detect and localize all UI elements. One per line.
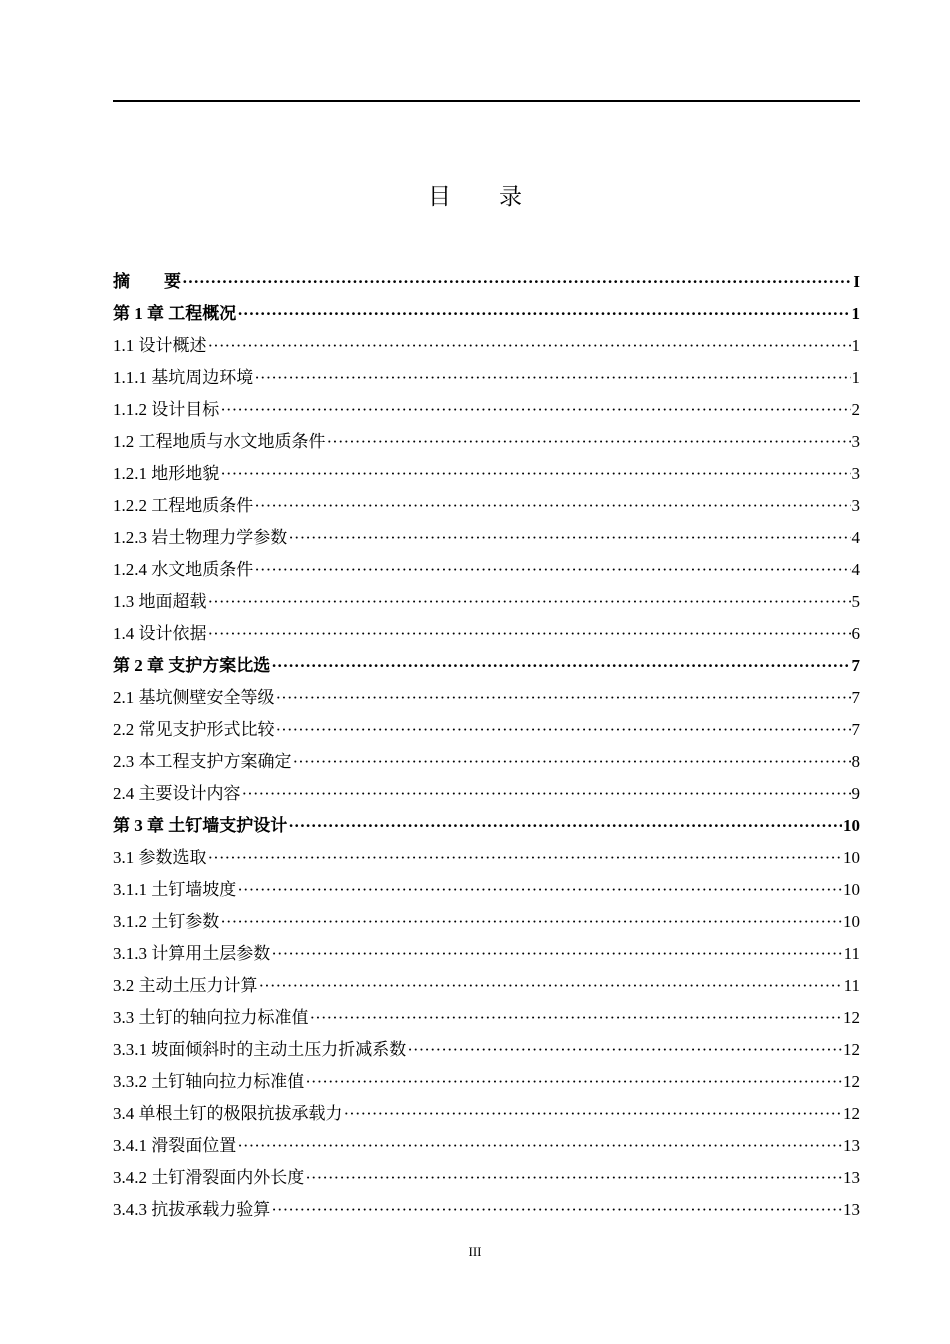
toc-entry-page: 1 [851, 368, 860, 387]
toc-entry-page: 1 [851, 336, 860, 355]
toc-entry-page: 8 [851, 752, 860, 771]
toc-entry-label: 2.3 本工程支护方案确定 [113, 752, 292, 771]
toc-entry-page: 12 [843, 1008, 860, 1027]
toc-leader-dots [242, 778, 851, 810]
toc-leader-dots [254, 490, 850, 522]
toc-entry-label: 1.2.3 岩土物理力学参数 [113, 528, 288, 547]
toc-entry-label: 3.1.1 土钉墙坡度 [113, 880, 237, 899]
toc-entry-label: 第 2 章 支护方案比选 [113, 656, 271, 675]
toc-entry-label: 1.1.1 基坑周边环境 [113, 368, 254, 387]
toc-entry-label: 1.4 设计依据 [113, 624, 207, 643]
toc-entry-page: I [853, 272, 860, 291]
toc-leader-dots [259, 970, 843, 1002]
toc-entry-label: 3.1 参数选取 [113, 848, 207, 867]
toc-entry-label: 3.1.3 计算用土层参数 [113, 944, 271, 963]
toc-entry-page: 12 [843, 1104, 860, 1123]
toc-entry[interactable] [113, 298, 860, 330]
toc-entry-label: 3.4.1 滑裂面位置 [113, 1136, 237, 1155]
toc-entry-page: 3 [851, 432, 860, 451]
toc-entry-page: 3 [851, 496, 860, 515]
toc-entry-label: 3.2 主动土压力计算 [113, 976, 258, 995]
toc-entry-page: 4 [851, 560, 860, 579]
toc-leader-dots [271, 1194, 842, 1226]
toc-entry-label: 2.2 常见支护形式比较 [113, 720, 275, 739]
toc-entry-page: 4 [851, 528, 860, 547]
toc-entry-page: 2 [851, 400, 860, 419]
toc-leader-dots [407, 1034, 842, 1066]
toc-entry-label: 3.1.2 土钉参数 [113, 912, 220, 931]
toc-entry[interactable] [113, 746, 860, 778]
toc-entry[interactable] [113, 874, 860, 906]
toc-entry-label: 摘 要 [113, 272, 181, 291]
toc-leader-dots [310, 1002, 843, 1034]
toc-leader-dots [237, 298, 850, 330]
toc-entry[interactable] [113, 1002, 860, 1034]
toc-entry[interactable] [113, 554, 860, 586]
toc-entry-page: 11 [843, 976, 860, 995]
toc-leader-dots [220, 394, 850, 426]
toc-leader-dots [271, 938, 842, 970]
toc-entry-label: 第 3 章 土钉墙支护设计 [113, 816, 288, 835]
toc-entry[interactable] [113, 362, 860, 394]
toc-entry[interactable] [113, 426, 860, 458]
toc-entry-page: 5 [851, 592, 860, 611]
toc-leader-dots [276, 682, 851, 714]
toc-entry-page: 11 [843, 944, 860, 963]
toc-entry[interactable] [113, 1130, 860, 1162]
toc-leader-dots [327, 426, 851, 458]
toc-entry-label: 3.3.1 坡面倾斜时的主动土压力折减系数 [113, 1040, 407, 1059]
toc-entry[interactable] [113, 714, 860, 746]
toc-entry[interactable] [113, 778, 860, 810]
toc-entry-page: 12 [843, 1072, 860, 1091]
toc-entry-label: 2.1 基坑侧壁安全等级 [113, 688, 275, 707]
title-char-1: 目 [428, 184, 451, 209]
toc-entry-label: 3.4.3 抗拔承载力验算 [113, 1200, 271, 1219]
toc-leader-dots [344, 1098, 843, 1130]
title-char-2: 录 [499, 184, 522, 209]
toc-entry[interactable] [113, 266, 860, 298]
toc-entry-page: 3 [851, 464, 860, 483]
toc-leader-dots [288, 522, 850, 554]
page-number: III [468, 1244, 482, 1259]
toc-entry-page: 7 [851, 720, 860, 739]
toc-leader-dots [220, 458, 850, 490]
toc-leader-dots [305, 1066, 842, 1098]
toc-leader-dots [293, 746, 851, 778]
toc-entry-label: 1.2.1 地形地貌 [113, 464, 220, 483]
toc-entry-label: 3.3.2 土钉轴向拉力标准值 [113, 1072, 305, 1091]
toc-leader-dots [208, 618, 851, 650]
toc-entry-page: 7 [851, 656, 860, 675]
toc-entry[interactable] [113, 586, 860, 618]
toc-entry-page: 13 [843, 1200, 860, 1219]
toc-entry[interactable] [113, 1098, 860, 1130]
toc-leader-dots [288, 810, 842, 842]
header-rule [113, 100, 860, 102]
toc-entry-page: 10 [843, 848, 860, 867]
toc-leader-dots [220, 906, 842, 938]
toc-entry-page: 13 [843, 1136, 860, 1155]
toc-entry-label: 1.2.4 水文地质条件 [113, 560, 254, 579]
toc-entry-page: 10 [843, 912, 860, 931]
toc-leader-dots [305, 1162, 842, 1194]
toc-entry-page: 10 [843, 880, 860, 899]
toc-entry-page: 1 [851, 304, 860, 323]
toc-leader-dots [208, 586, 851, 618]
toc-entry[interactable] [113, 682, 860, 714]
toc-leader-dots [271, 650, 850, 682]
toc-entry-label: 1.2 工程地质与水文地质条件 [113, 432, 326, 451]
toc-entry-label: 2.4 主要设计内容 [113, 784, 241, 803]
toc-leader-dots [254, 362, 850, 394]
toc-leader-dots [208, 330, 851, 362]
toc-entry-label: 3.3 土钉的轴向拉力标准值 [113, 1008, 309, 1027]
toc-entry-page: 12 [843, 1040, 860, 1059]
table-of-contents [113, 266, 860, 1226]
toc-leader-dots [182, 266, 852, 298]
toc-entry-label: 1.1 设计概述 [113, 336, 207, 355]
toc-entry-label: 3.4.2 土钉滑裂面内外长度 [113, 1168, 305, 1187]
toc-entry-page: 9 [851, 784, 860, 803]
toc-entry[interactable] [113, 1034, 860, 1066]
toc-leader-dots [237, 1130, 842, 1162]
toc-entry-page: 7 [851, 688, 860, 707]
toc-entry[interactable] [113, 842, 860, 874]
toc-leader-dots [237, 874, 842, 906]
toc-entry[interactable] [113, 906, 860, 938]
toc-leader-dots [208, 842, 843, 874]
toc-entry-label: 1.2.2 工程地质条件 [113, 496, 254, 515]
toc-entry[interactable] [113, 458, 860, 490]
toc-entry[interactable] [113, 330, 860, 362]
toc-leader-dots [276, 714, 851, 746]
toc-entry[interactable] [113, 618, 860, 650]
toc-entry-page: 13 [843, 1168, 860, 1187]
toc-entry[interactable] [113, 394, 860, 426]
toc-entry-page: 6 [851, 624, 860, 643]
toc-entry[interactable] [113, 1066, 860, 1098]
page-title [0, 178, 950, 211]
toc-entry[interactable] [113, 810, 860, 842]
toc-entry-label: 1.1.2 设计目标 [113, 400, 220, 419]
toc-entry-label: 3.4 单根土钉的极限抗拔承载力 [113, 1104, 343, 1123]
toc-entry-page: 10 [843, 816, 860, 835]
toc-leader-dots [254, 554, 850, 586]
toc-entry[interactable] [113, 970, 860, 1002]
toc-entry-label: 第 1 章 工程概况 [113, 304, 237, 323]
toc-entry-label: 1.3 地面超载 [113, 592, 207, 611]
toc-entry[interactable] [113, 650, 860, 682]
toc-entry[interactable] [113, 490, 860, 522]
toc-entry[interactable] [113, 1194, 860, 1226]
toc-entry[interactable] [113, 522, 860, 554]
toc-entry[interactable] [113, 1162, 860, 1194]
toc-entry[interactable] [113, 938, 860, 970]
